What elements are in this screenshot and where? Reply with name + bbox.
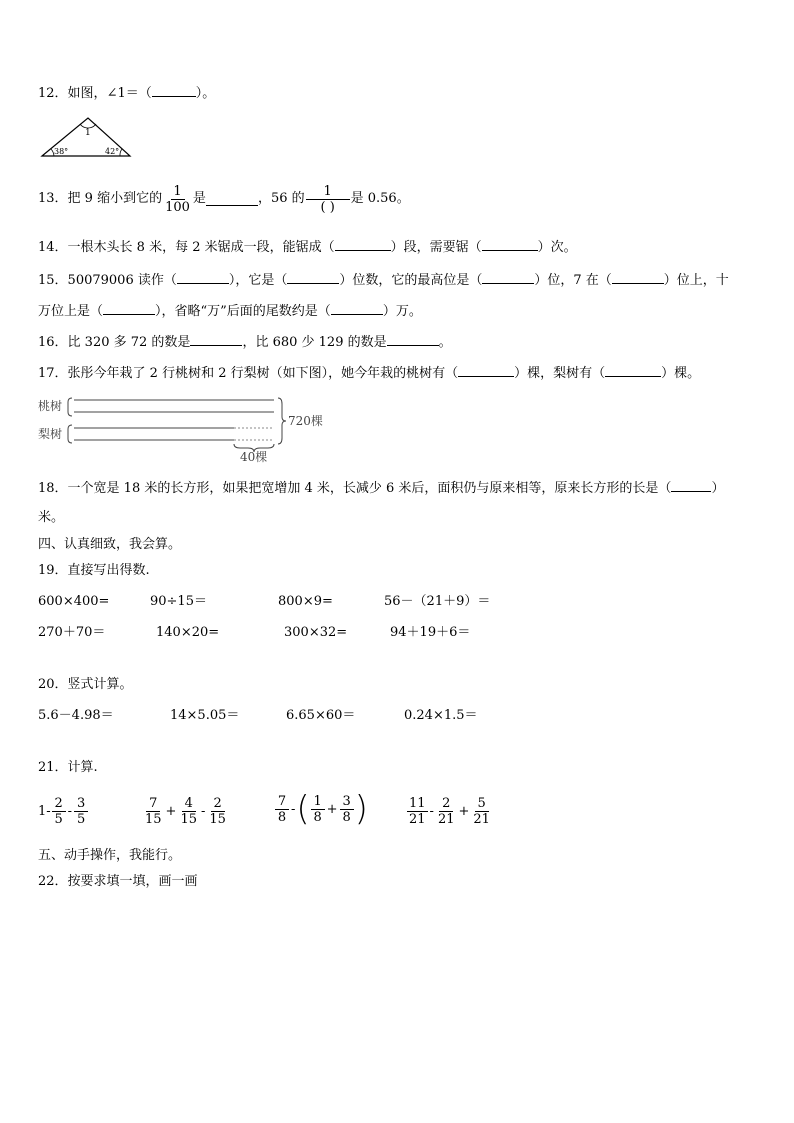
answer-blank[interactable] [287,271,339,284]
total-brace [278,398,286,444]
fraction: $\frac{2}{21}$ [437,796,455,827]
answer-blank[interactable] [331,302,383,315]
fraction: $\frac{3}{5}$ [74,796,88,827]
left-paren: ( [296,789,310,829]
answer-blank[interactable] [177,271,229,284]
question-13: 13． 把 9 缩小到它的 $\frac{1}{100}$ 是 ，56 的 $\frac{1}{( )}$ 是 0.56。 [38,183,410,215]
answer-blank[interactable] [335,238,391,251]
answer-blank[interactable] [458,364,514,377]
question-18: 18．一个宽是 18 米的长方形，如果把宽增加 4 米，长减少 6 米后，面积仍与原来相等，原来长方形的长是（ ） [38,481,725,496]
question-12: 12．如图，∠1＝（ ）。 [38,86,216,101]
q20-item: 14×5.05＝ [170,708,240,723]
question-15-line1: 15．50079006 读作（ ），它是（ ）位数，它的最高位是（ ）位，7 在（ ）位上，十 [38,273,729,288]
question-22: 22．按要求填一填，画一画 [38,874,198,889]
q20-item: 0.24×1.5＝ [404,708,478,723]
q20-item: 5.6－4.98＝ [38,708,114,723]
fraction: $\frac{7}{8}$ [275,794,289,825]
answer-blank[interactable] [482,271,534,284]
total-label: 720棵 [288,414,323,428]
q21-expression-4: $\frac{11}{21}$ - $\frac{2}{21}$ + $\frac{5}{21}$ [409,796,490,827]
pear-label: 梨树 [38,427,63,441]
q20-item: 6.65×60＝ [286,708,356,723]
tree-diagram [38,392,338,464]
question-20: 20．竖式计算。 [38,677,133,692]
answer-blank[interactable] [152,84,196,97]
fraction-blank-denominator: $\frac{1}{( )}$ [306,184,350,215]
angle-label-left: 38° [54,147,69,156]
answer-blank[interactable] [612,271,664,284]
q21-expression-2: $\frac{7}{15}$ + $\frac{4}{15}$ - $\frac{2}{15}$ [145,796,226,827]
q19-item: 600×400= [38,594,110,609]
answer-blank[interactable] [605,364,661,377]
fraction: $\frac{2}{15}$ [209,796,226,827]
q19-item: 94＋19＋6＝ [390,625,471,640]
angle-arc-right [120,149,122,156]
answer-blank[interactable] [206,193,258,206]
fraction: $\frac{3}{8}$ [340,794,354,825]
question-16: 16．比 320 多 72 的数是 ，比 680 少 129 的数是 。 [38,335,452,350]
fraction: $\frac{5}{21}$ [473,796,490,827]
peach-label: 桃树 [38,399,63,413]
triangle-figure [40,114,134,160]
fraction: $\frac{7}{15}$ [145,796,162,827]
angle-label-right: 42° [105,147,120,156]
q19-item: 140×20= [156,625,220,640]
question-17: 17．张彤今年栽了 2 行桃树和 2 行梨树（如下图），她今年栽的桃树有（ ）棵，梨树有（ ）棵。 [38,366,701,381]
section-heading-4: 四、认真细致，我会算。 [38,537,182,552]
q21-expression-1: 1- $\frac{2}{5}$ - $\frac{3}{5}$ [38,796,89,827]
question-18-cont: 米。 [38,510,65,525]
fraction: $\frac{2}{5}$ [52,796,66,827]
question-19: 19．直接写出得数. [38,563,150,578]
question-number: 12． [38,86,68,101]
answer-blank[interactable] [190,333,242,346]
peach-brace [68,398,72,416]
angle-label-1: 1 [85,128,91,138]
q19-item: 90÷15＝ [150,594,207,609]
answer-blank[interactable] [482,238,538,251]
diff-label: 40棵 [240,450,268,464]
section-heading-5: 五、动手操作，我能行。 [38,848,182,863]
answer-blank[interactable] [103,302,155,315]
answer-blank[interactable] [387,333,439,346]
fraction: $\frac{1}{8}$ [311,794,325,825]
q19-item: 800×9= [278,594,333,609]
answer-blank[interactable] [671,479,711,492]
pear-brace [68,425,72,443]
question-15-line2: 万位上是（ ），省略“万”后面的尾数约是（ ）万。 [38,304,422,319]
q19-item: 56－（21＋9）＝ [384,594,491,609]
q19-item: 300×32= [284,625,348,640]
right-paren: ) [354,789,368,829]
fraction: $\frac{11}{21}$ [409,796,426,827]
question-14: 14．一根木头长 8 米，每 2 米锯成一段，能锯成（ ）段，需要锯（ ）次。 [38,240,577,255]
q19-item: 270＋70＝ [38,625,106,640]
question-21: 21．计算. [38,760,98,775]
fraction: $\frac{4}{15}$ [180,796,197,827]
q21-expression-3: $\frac{7}{8}$ - ( $\frac{1}{8}$ + $\frac{3}{8}$ ) [274,792,368,826]
fraction: $\frac{1}{100}$ [165,183,190,215]
